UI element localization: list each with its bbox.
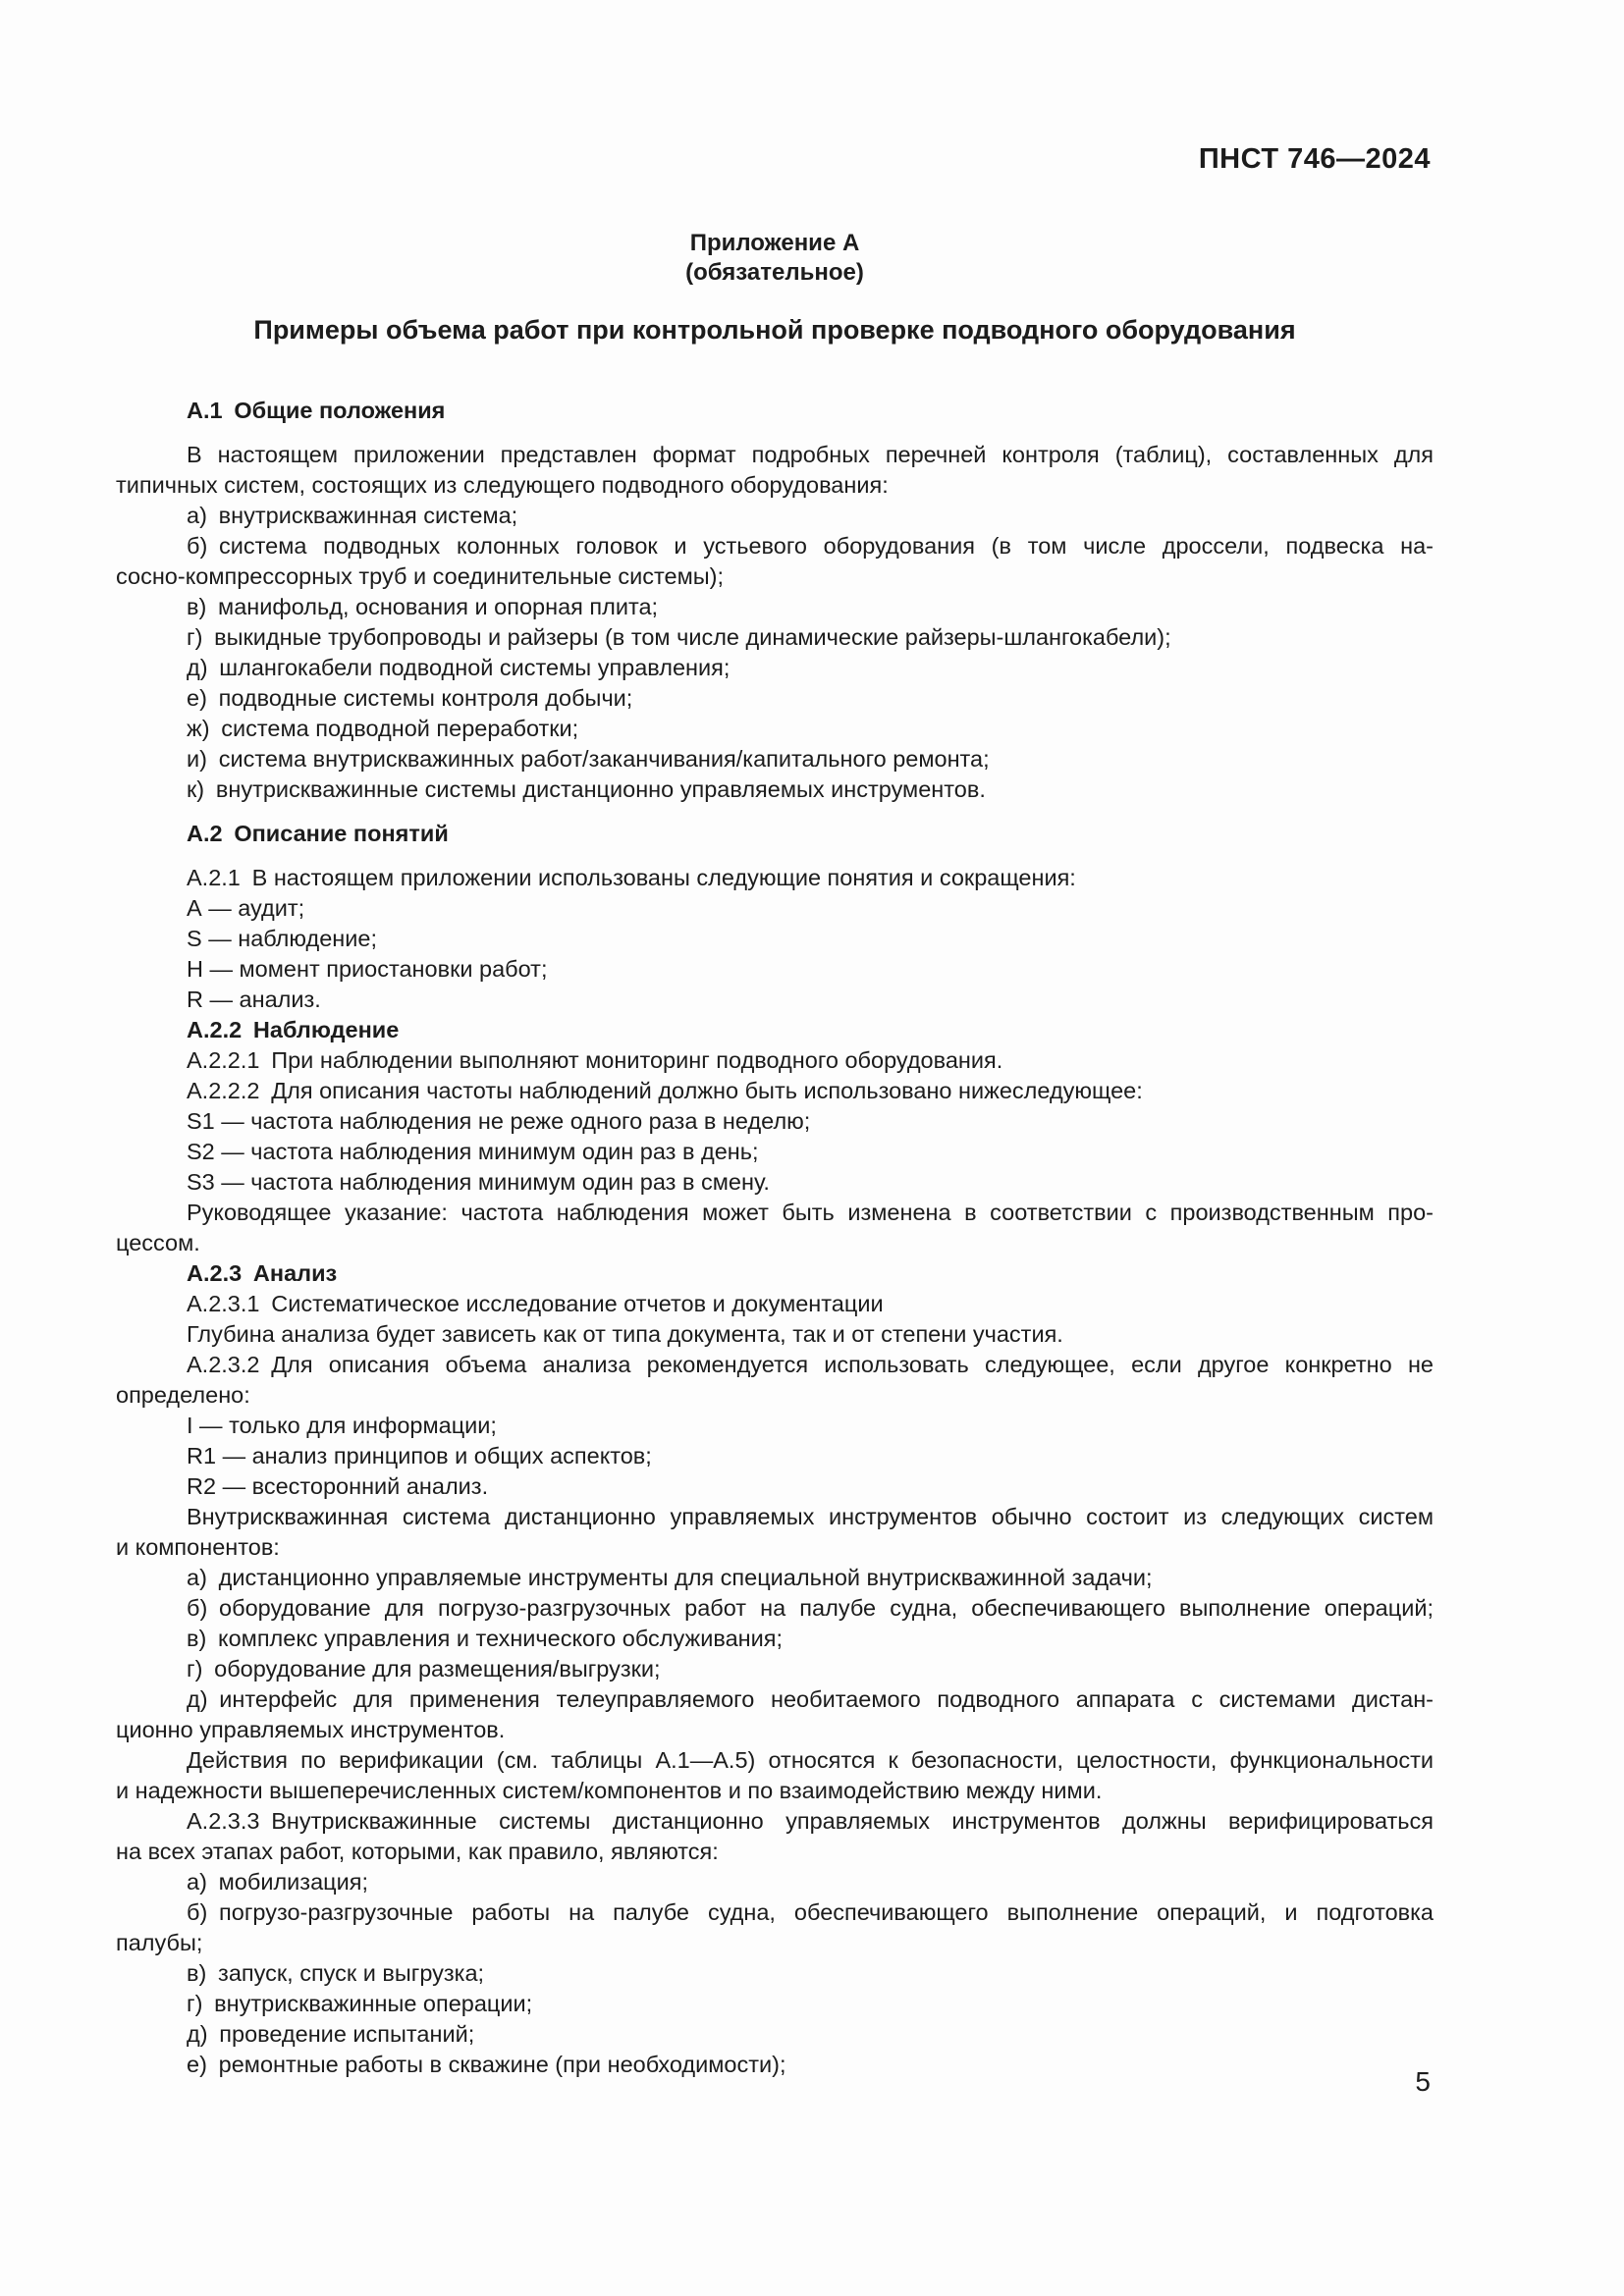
text-line: а) внутрискважинная система; — [187, 503, 518, 528]
text-line: а) мобилизация; — [187, 1869, 368, 1895]
text-line: А.2.3.2 Для описания объема анализа рекомендуется использовать следующее, если другое конкретно не — [187, 1352, 1434, 1377]
text-line: и компонентов: — [116, 1534, 280, 1560]
text-line: д) шлангокабели подводной системы управления; — [187, 655, 731, 680]
text-line: в) комплекс управления и технического обслуживания; — [187, 1626, 783, 1651]
appendix-label: Приложение А — [689, 230, 860, 256]
text-line: г) выкидные трубопроводы и райзеры (в том числе динамические райзеры-шлангокабели); — [187, 624, 1171, 650]
text-line: А.2.3.3 Внутрискважинные системы дистанционно управляемых инструментов должны верифицироваться — [187, 1808, 1434, 1834]
text-line: А.2.3 Анализ — [187, 1260, 338, 1286]
appendix-obligation: (обязательное) — [685, 259, 864, 286]
body-text — [116, 382, 1434, 2080]
page-number: 5 — [1415, 2066, 1431, 2097]
content-column — [116, 0, 1434, 2080]
text-line: а) дистанционно управляемые инструменты для специальной внутрискважинной задачи; — [187, 1565, 1153, 1590]
text-line: типичных систем, состоящих из следующего подводного оборудования: — [116, 472, 889, 498]
text-line: и надежности вышеперечисленных систем/компонентов и по взаимодействию между ними. — [116, 1778, 1103, 1803]
doc-code: ПНСТ 746—2024 — [1198, 143, 1431, 175]
text-line: Н — момент приостановки работ; — [187, 956, 548, 982]
text-line: г) оборудование для размещения/выгрузки; — [187, 1656, 661, 1682]
text-line: на всех этапах работ, которыми, как правило, являются: — [116, 1839, 719, 1864]
text-line: ж) система подводной переработки; — [187, 716, 579, 741]
appendix-title: Примеры объема работ при контрольной проверке подводного оборудования — [253, 315, 1296, 345]
text-line: А.2.1 В настоящем приложении использованы следующие понятия и сокращения: — [187, 865, 1076, 890]
text-line: А.2.2 Наблюдение — [187, 1017, 400, 1042]
text-line: е) подводные системы контроля добычи; — [187, 685, 633, 711]
text-line: В настоящем приложении представлен формат подробных перечней контроля (таблиц), составленных для — [187, 442, 1434, 467]
text-line: б) оборудование для погрузо-разгрузочных работ на палубе судна, обеспечивающего выполнение операций; — [187, 1595, 1434, 1621]
text-line: R1 — анализ принципов и общих аспектов; — [187, 1443, 652, 1468]
text-line: S1 — частота наблюдения не реже одного раза в неделю; — [187, 1108, 811, 1134]
text-line: д) проведение испытаний; — [187, 2021, 475, 2047]
text-line: Руководящее указание: частота наблюдения может быть изменена в соответствии с производственным про- — [187, 1200, 1434, 1225]
text-line: А.2.3.1 Систематическое исследование отчетов и документации — [187, 1291, 884, 1316]
text-line: и) система внутрискважинных работ/заканчивания/капитального ремонта; — [187, 746, 990, 772]
text-line: R — анализ. — [187, 987, 321, 1012]
text-line: А.2.2.1 При наблюдении выполняют мониторинг подводного оборудования. — [187, 1047, 1003, 1073]
text-line: S3 — частота наблюдения минимум один раз в смену. — [187, 1169, 770, 1195]
text-line: R2 — всесторонний анализ. — [187, 1473, 489, 1499]
text-line: S — наблюдение; — [187, 926, 377, 951]
text-line: в) манифольд, основания и опорная плита; — [187, 594, 659, 619]
text-line: А.2.2.2 Для описания частоты наблюдений должно быть использовано нижеследующее: — [187, 1078, 1143, 1103]
text-line: Действия по верификации (см. таблицы А.1—А.5) относятся к безопасности, целостности, функциональности — [187, 1747, 1434, 1773]
text-line: А.1 Общие положения — [187, 398, 446, 423]
text-line: сосно-компрессорных труб и соединительные системы); — [116, 563, 725, 589]
text-line: I — только для информации; — [187, 1413, 497, 1438]
text-line: д) интерфейс для применения телеуправляемого необитаемого подводного аппарата с системами дистан- — [187, 1686, 1434, 1712]
text-line: S2 — частота наблюдения минимум один раз в день; — [187, 1139, 759, 1164]
text-line: е) ремонтные работы в скважине (при необходимости); — [187, 2052, 786, 2077]
text-line: к) внутрискважинные системы дистанционно управляемых инструментов. — [187, 776, 986, 802]
text-line: б) погрузо-разгрузочные работы на палубе судна, обеспечивающего выполнение операций, и подготовка — [187, 1899, 1434, 1925]
text-line: б) система подводных колонных головок и устьевого оборудования (в том числе дроссели, подвеска на- — [187, 533, 1434, 559]
text-line: цессом. — [116, 1230, 200, 1255]
text-line: А — аудит; — [187, 895, 305, 921]
text-line: г) внутрискважинные операции; — [187, 1991, 533, 2016]
text-line: палубы; — [116, 1930, 203, 1955]
text-line: А.2 Описание понятий — [187, 821, 449, 846]
text-line: Внутрискважинная система дистанционно управляемых инструментов обычно состоит из следующих систем — [187, 1504, 1434, 1529]
text-line: Глубина анализа будет зависеть как от типа документа, так и от степени участия. — [187, 1321, 1063, 1347]
text-line: определено: — [116, 1382, 250, 1408]
text-line: ционно управляемых инструментов. — [116, 1717, 506, 1742]
text-line: в) запуск, спуск и выгрузка; — [187, 1960, 485, 1986]
